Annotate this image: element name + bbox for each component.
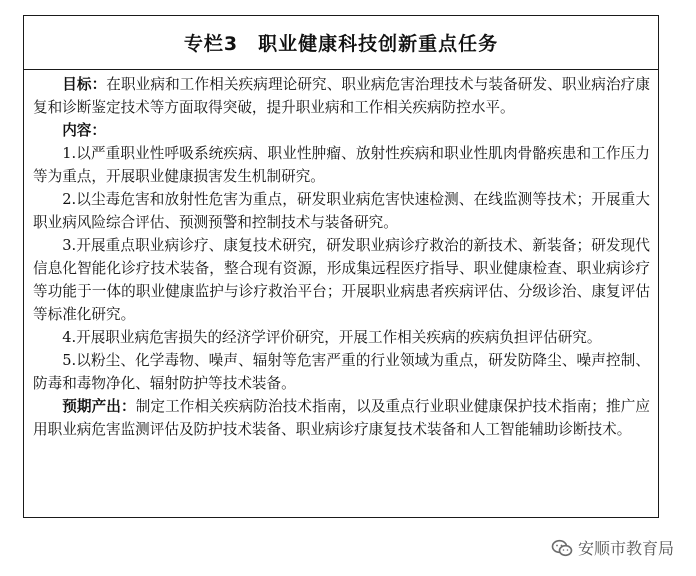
content-item-4: 4.开展职业病危害损失的经济学评价研究，开展工作相关疾病的疾病负担评估研究。 (62, 329, 602, 346)
goal-text: 在职业病和工作相关疾病理论研究、职业病危害治理技术与装备研发、职业病治疗康复和诊断鉴定技术等方面取得突破，提升职业病和工作相关疾病防控水平。 (33, 76, 650, 116)
special-column-box (23, 15, 659, 518)
content-item-5: 5.以粉尘、化学毒物、噪声、辐射等危害严重的行业领域为重点，研发防降尘、噪声控制、防毒和毒物净化、辐射防护等技术装备。 (33, 352, 650, 392)
column-title: 专栏3 职业健康科技创新重点任务 (183, 33, 499, 55)
output-text: 制定工作相关疾病防治技术指南，以及重点行业职业健康保护技术指南；推广应用职业病危害监测评估及防护技术装备、职业病诊疗康复技术装备和人工智能辅助诊断技术。 (33, 398, 650, 438)
watermark (551, 536, 674, 559)
content-heading (33, 119, 650, 142)
content-item-2: 2.以尘毒危害和放射性危害为重点，研发职业病危害快速检测、在线监测等技术；开展重大职业病风险综合评估、预测预警和控制技术与装备研究。 (33, 191, 650, 231)
wechat-official-account-icon (551, 539, 573, 557)
watermark-text: 安顺市教育局 (577, 539, 674, 558)
goal-label: 目标： (62, 76, 107, 93)
content-item-1: 1.以严重职业性呼吸系统疾病、职业性肿瘤、放射性疾病和职业性肌肉骨骼疾患和工作压力等为重点，开展职业健康损害发生机制研究。 (33, 145, 650, 185)
content-label: 内容： (62, 122, 106, 139)
column-content (24, 70, 658, 441)
title-row (24, 16, 658, 70)
goal-paragraph (33, 73, 650, 119)
content-item-3: 3.开展重点职业病诊疗、康复技术研究，研发职业病诊疗救治的新技术、新装备；研发现代信息化智能化诊疗技术装备，整合现有资源，形成集远程医疗指导、职业健康检查、职业病诊疗等功能于一体的职业健康监护与诊疗救治平台；开展职业病患者疾病评估、分级诊治、康复评估等标准化研究。 (33, 237, 650, 323)
output-paragraph (33, 395, 650, 441)
output-label: 预期产出： (62, 398, 136, 415)
